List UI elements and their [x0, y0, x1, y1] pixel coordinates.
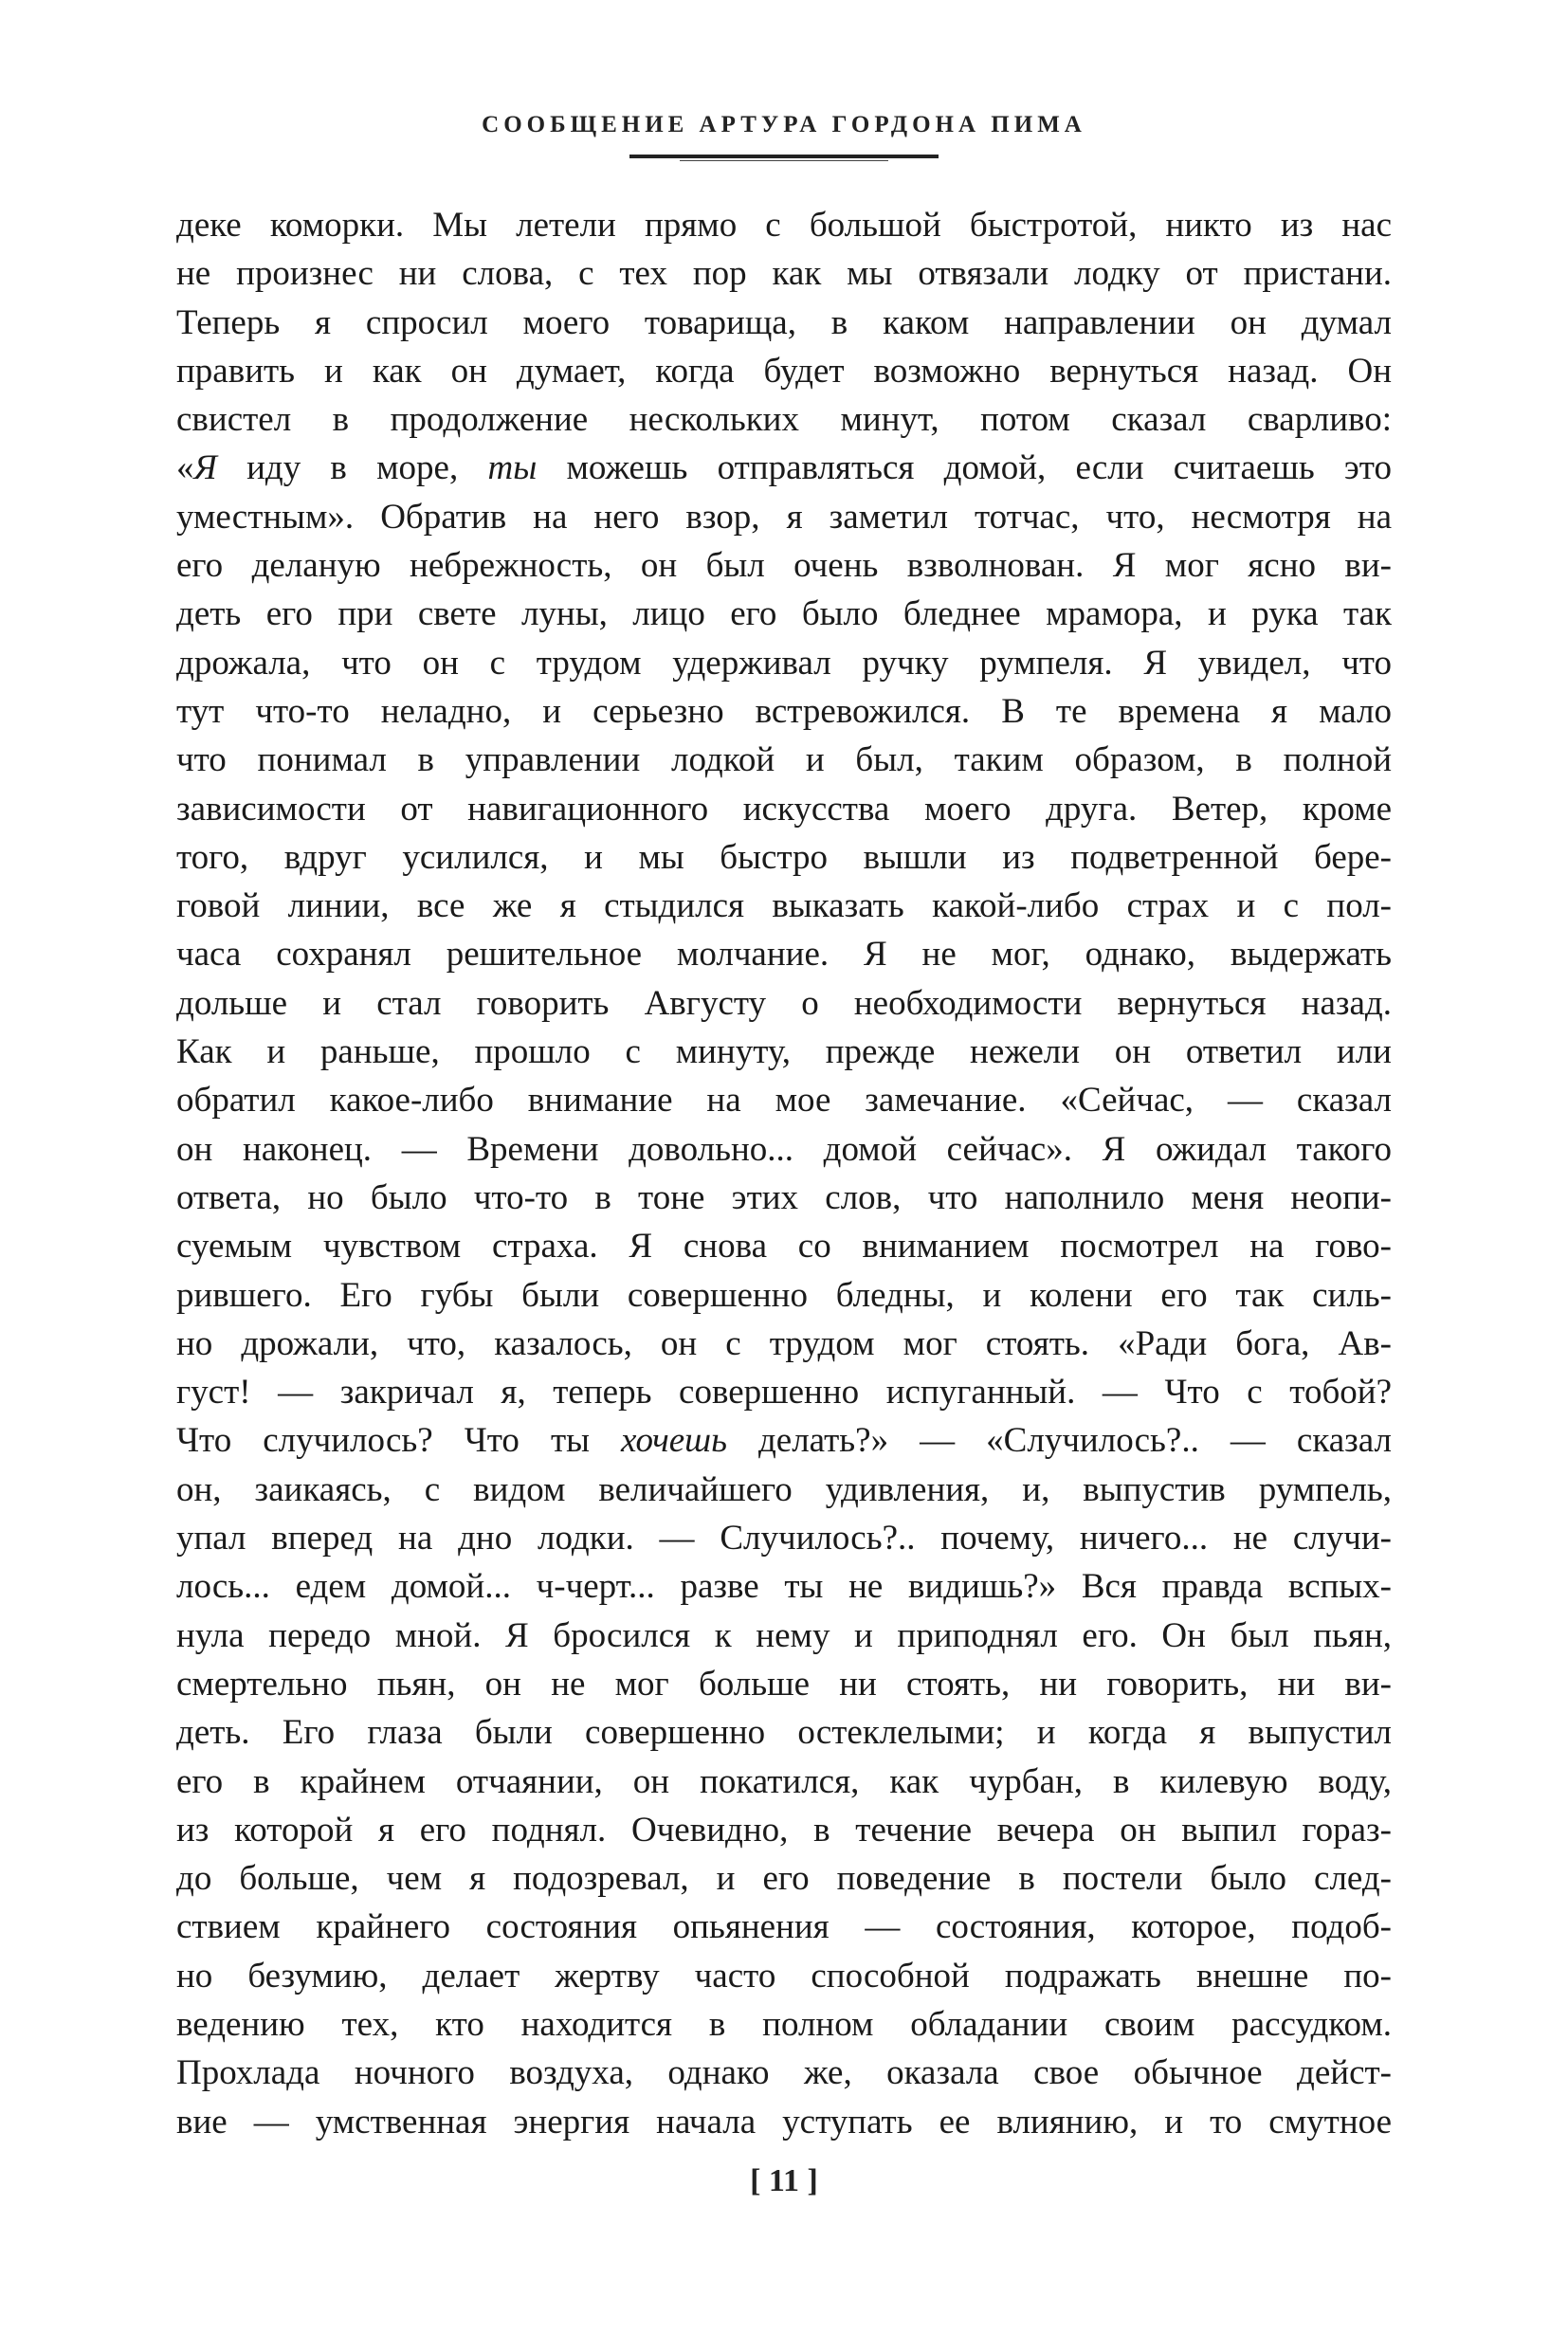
page-number: [ 11 ] [750, 2163, 818, 2198]
text-line: его в крайнем отчаянии, он покатился, как чурбан, в килевую воду, [176, 1761, 1392, 1801]
text-line: свистел в продолжение нескольких минут, потом сказал сварливо: [176, 400, 1392, 440]
text-line: упал вперед на дно лодки. — Случилось?.. почему, ничего... не случи- [176, 1519, 1392, 1558]
running-head-rule [629, 155, 939, 158]
text-line: уместным». Обратив на него взор, я заметил тотчас, что, несмотря на [176, 497, 1392, 537]
text-line: смертельно пьян, он не мог больше ни стоять, ни говорить, ни ви- [176, 1664, 1392, 1704]
text-line: лось... едем домой... ч-черт... разве ты не видишь?» Вся правда вспых- [176, 1567, 1392, 1607]
text-line: рившего. Его губы были совершенно бледны, и колени его так силь- [176, 1275, 1392, 1315]
text-line: ведению тех, кто находится в полном обладании своим рассудком. [176, 2004, 1392, 2044]
text-line: обратил какое-либо внимание на мое замечание. «Сейчас, — сказал [176, 1081, 1392, 1121]
text-line: того, вдруг усилился, и мы быстро вышли из подветренной бере- [176, 837, 1392, 877]
text-line: но дрожали, что, казалось, он с трудом мог стоять. «Ради бога, Ав- [176, 1323, 1392, 1363]
text-line: он наконец. — Времени довольно... домой сейчас». Я ожидал такого [176, 1129, 1392, 1169]
text-line: ответа, но было что-то в тоне этих слов, что наполнило меня неопи- [176, 1177, 1392, 1217]
text-line: густ! — закричал я, теперь совершенно испуганный. — Что с тобой? [176, 1373, 1392, 1412]
text-line: что понимал в управлении лодкой и был, таким образом, в полной [176, 740, 1392, 780]
running-head: СООБЩЕНИЕ АРТУРА ГОРДОНА ПИМА [482, 112, 1086, 137]
text-line: тут что-то неладно, и серьезно встревожился. В те времена я мало [176, 691, 1392, 731]
text-line: суемым чувством страха. Я снова со вниманием посмотрел на гово- [176, 1227, 1392, 1267]
text-line: не произнес ни слова, с тех пор как мы отвязали лодку от пристани. [176, 254, 1392, 294]
text-line: но безумию, делает жертву часто способной подражать внешне по- [176, 1956, 1392, 1996]
text-line: ствием крайнего состояния опьянения — состояния, которое, подоб- [176, 1907, 1392, 1947]
text-line: часа сохранял решительное молчание. Я не мог, однако, выдержать [176, 935, 1392, 975]
text-line: нула передо мной. Я бросился к нему и приподнял его. Он был пьян, [176, 1615, 1392, 1655]
text-line: дольше и стал говорить Августу о необходимости вернуться назад. [176, 983, 1392, 1023]
body-text [176, 201, 1392, 2146]
text-line: дрожала, что он с трудом удерживал ручку румпеля. Я увидел, что [176, 643, 1392, 683]
text-line: править и как он думает, когда будет возможно вернуться назад. Он [176, 351, 1392, 391]
text-line: вие — умственная энергия начала уступать ее влиянию, и то смутное [176, 2102, 1392, 2141]
text-line: деть. Его глаза были совершенно остеклелыми; и когда я выпустил [176, 1713, 1392, 1753]
text-line: Что случилось? Что ты хочешь делать?» — «Случилось?.. — сказал [176, 1421, 1392, 1461]
text-line: «Я иду в море, ты можешь отправляться домой, если считаешь это [176, 448, 1392, 488]
text-line: он, заикаясь, с видом величайшего удивления, и, выпустив румпель, [176, 1469, 1392, 1509]
running-head-rule-thin [680, 160, 888, 161]
text-line: его деланую небрежность, он был очень взволнован. Я мог ясно ви- [176, 546, 1392, 586]
text-line: деке коморки. Мы летели прямо с большой быстротой, никто из нас [176, 206, 1392, 245]
text-line: до больше, чем я подозревал, и его поведение в постели было след- [176, 1859, 1392, 1899]
text-line: Прохлада ночного воздуха, однако же, оказала свое обычное дейст- [176, 2053, 1392, 2093]
text-line: говой линии, все же я стыдился выказать какой-либо страх и с пол- [176, 886, 1392, 926]
text-line: деть его при свете луны, лицо его было бледнее мрамора, и рука так [176, 594, 1392, 634]
text-line: зависимости от навигационного искусства моего друга. Ветер, кроме [176, 789, 1392, 829]
text-line: из которой я его поднял. Очевидно, в течение вечера он выпил горaз- [176, 1810, 1392, 1850]
text-line: Теперь я спросил моего товарища, в каком направлении он думал [176, 302, 1392, 342]
text-line: Как и раньше, прошло с минуту, прежде нежели он ответил или [176, 1032, 1392, 1072]
